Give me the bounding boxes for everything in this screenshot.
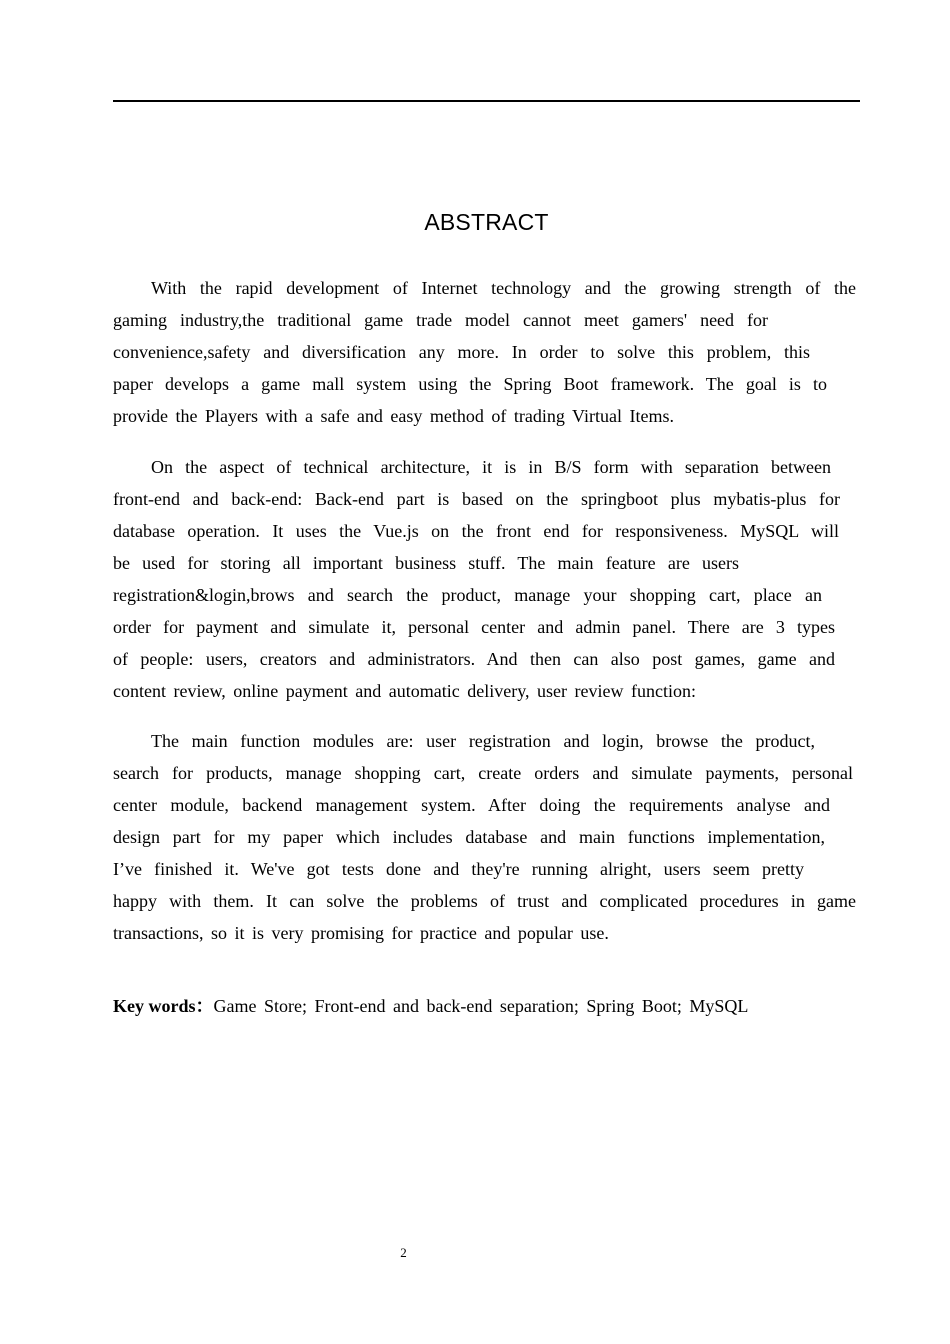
text-line: be used for storing all important business stuff. The main feature are users — [113, 553, 739, 573]
text-line: of people: users, creators and administrators. And then can also post games, game and — [113, 649, 835, 669]
text-line: gaming industry,the traditional game trade model cannot meet gamers' need for — [113, 310, 768, 330]
keywords-label: Key words： — [113, 996, 214, 1016]
text-line: happy with them. It can solve the problems of trust and complicated procedures in game — [113, 891, 856, 911]
abstract-title: ABSTRACT — [424, 209, 549, 235]
text-line: With the rapid development of Internet technology and the growing strength of the — [151, 278, 856, 298]
text-line: paper develops a game mall system using the Spring Boot framework. The goal is to — [113, 374, 827, 394]
text-line: I’ve finished it. We've got tests done and they're running alright, users seem pretty — [113, 859, 804, 879]
keywords-line — [113, 991, 856, 1021]
text-line: center module, backend management system. After doing the requirements analyse and — [113, 795, 830, 815]
keywords-text: Game Store; Front-end and back-end separation; Spring Boot; MySQL — [213, 996, 749, 1016]
text-line: convenience,safety and diversification any more. In order to solve this problem, this — [113, 342, 810, 362]
abstract-paragraph-2 — [113, 451, 856, 707]
text-line: order for payment and simulate it, personal center and admin panel. There are 3 types — [113, 617, 835, 637]
abstract-paragraph-1 — [113, 272, 856, 432]
text-line: transactions, so it is very promising for practice and popular use. — [113, 923, 609, 943]
text-line: front-end and back-end: Back-end part is based on the springboot plus mybatis-plus for — [113, 489, 840, 509]
text-line: On the aspect of technical architecture, it is in B/S form with separation between — [151, 457, 831, 477]
text-line: database operation. It uses the Vue.js on the front end for responsiveness. MySQL will — [113, 521, 839, 541]
text-line: design part for my paper which includes database and main functions implementation, — [113, 827, 825, 847]
text-line: provide the Players with a safe and easy method of trading Virtual Items. — [113, 406, 674, 426]
text-line: search for products, manage shopping cart, create orders and simulate payments, personal — [113, 763, 853, 783]
text-line: content review, online payment and automatic delivery, user review function: — [113, 681, 696, 701]
text-line: The main function modules are: user registration and login, browse the product, — [151, 731, 815, 751]
text-line: registration&login,brows and search the product, manage your shopping cart, place an — [113, 585, 822, 605]
header-rule — [113, 100, 860, 102]
abstract-paragraph-3 — [113, 725, 856, 949]
page-number: 2 — [400, 1245, 407, 1260]
